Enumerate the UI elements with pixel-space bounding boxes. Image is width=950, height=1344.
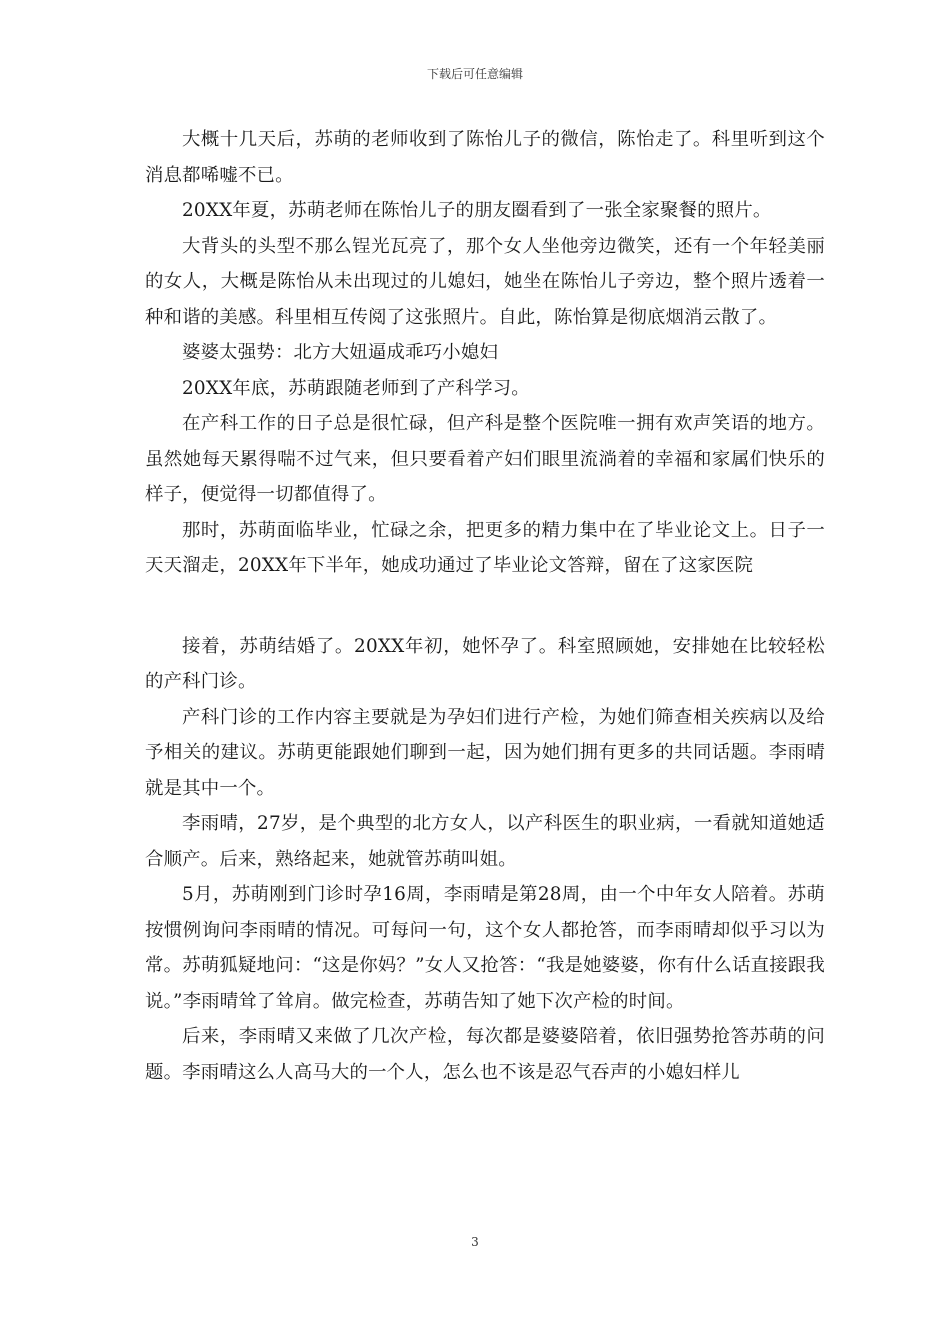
paragraph: 5月，苏萌刚到门诊时孕16周，李雨晴是第28周，由一个中年女人陪着。苏萌按惯例询问李雨晴的情况。可每问一句，这个女人都抢答，而李雨晴却似乎习以为常。苏萌狐疑地问：“这是你妈？”女人又抢答：“我是她婆婆，你有什么话直接跟我说。”李雨晴耸了耸肩。做完检查，苏萌告知了她下次产检的时间。: [145, 884, 825, 1012]
paragraph: 接着，苏萌结婚了。20XX年初，她怀孕了。科室照顾她，安排她在比较轻松的产科门诊。: [145, 635, 825, 692]
paragraph: 产科门诊的工作内容主要就是为孕妇们进行产检，为她们筛查相关疾病以及给予相关的建议。苏萌更能跟她们聊到一起，因为她们拥有更多的共同话题。李雨晴就是其中一个。: [145, 706, 825, 799]
paragraph: 李雨晴，27岁，是个典型的北方女人，以产科医生的职业病，一看就知道她适合顺产。后来，熟络起来，她就管苏萌叫姐。: [145, 813, 825, 870]
paragraph: 20XX年底，苏萌跟随老师到了产科学习。: [182, 377, 530, 399]
paragraph: 在产科工作的日子总是很忙碌，但产科是整个医院唯一拥有欢声笑语的地方。虽然她每天累得喘不过气来，但只要看着产妇们眼里流淌着的幸福和家属们快乐的样子，便觉得一切都值得了。: [145, 413, 825, 505]
document-body: [145, 122, 825, 1090]
paragraph: 那时，苏萌面临毕业，忙碌之余，把更多的精力集中在了毕业论文上。日子一天天溜走，20XX年下半年，她成功通过了毕业论文答辩，留在了这家医院: [145, 519, 825, 576]
paragraph: 后来，李雨晴又来做了几次产检，每次都是婆婆陪着，依旧强势抢答苏萌的问题。李雨晴这么人高马大的一个人，怎么也不该是忍气吞声的小媳妇样儿: [145, 1026, 825, 1083]
page-number: 3: [471, 1235, 479, 1249]
page-header: 下载后可任意编辑: [426, 67, 523, 81]
paragraph: 大背头的头型不那么锃光瓦亮了，那个女人坐他旁边微笑，还有一个年轻美丽的女人，大概是陈怡从未出现过的儿媳妇，她坐在陈怡儿子旁边，整个照片透着一种和谐的美感。科里相互传阅了这张照片。自此，陈怡算是彻底烟消云散了。: [145, 235, 825, 328]
paragraph: 大概十几天后，苏萌的老师收到了陈怡儿子的微信，陈怡走了。科里听到这个消息都唏嘘不已。: [145, 129, 825, 186]
section-heading: 婆婆太强势：北方大妞逼成乖巧小媳妇: [182, 342, 499, 363]
paragraph: 20XX年夏，苏萌老师在陈怡儿子的朋友圈看到了一张全家聚餐的照片。: [182, 200, 772, 221]
